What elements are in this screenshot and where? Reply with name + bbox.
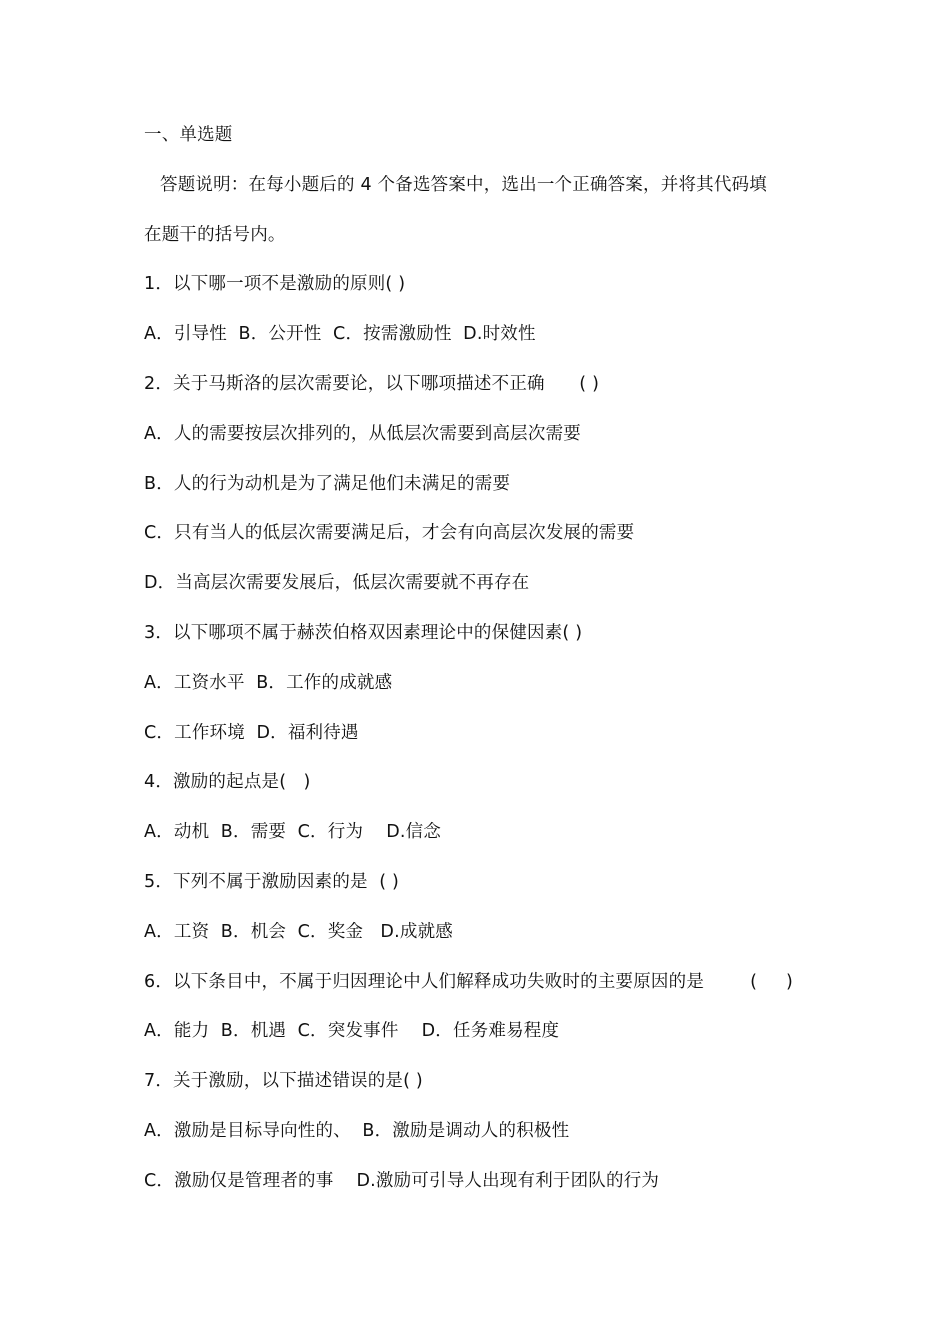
question-2-option-c: C．只有当人的低层次需要满足后，才会有向高层次发展的需要 xyxy=(144,523,635,544)
question-5: 5．下列不属于激励因素的是 ( ) xyxy=(144,871,400,892)
question-2-option-a: A．人的需要按层次排列的，从低层次需要到高层次需要 xyxy=(144,423,581,444)
question-2-option-d: D．当高层次需要发展后，低层次需要就不再存在 xyxy=(144,573,530,594)
question-4-options: A．动机 B．需要 C．行为 D.信念 xyxy=(144,822,442,843)
question-2-option-b: B．人的行为动机是为了满足他们未满足的需要 xyxy=(144,473,511,494)
section-title: 一、单选题 xyxy=(144,125,233,145)
question-7-options-cd: C．激励仅是管理者的事 D.激励可引导人出现有利于团队的行为 xyxy=(144,1170,660,1191)
question-5-options: A．工资 B．机会 C．奖金 D.成就感 xyxy=(144,921,453,942)
question-1: 1．以下哪一项不是激励的原则( ) xyxy=(144,274,406,295)
question-3-options-cd: C．工作环境 D．福利待遇 xyxy=(144,722,359,743)
question-2: 2．关于马斯洛的层次需要论，以下哪项描述不正确 ( ) xyxy=(144,373,600,394)
question-1-options: A．引导性 B．公开性 C．按需激励性 D.时效性 xyxy=(144,324,536,345)
question-4: 4．激励的起点是( ) xyxy=(144,772,311,793)
question-6-options: A．能力 B．机遇 C．突发事件 D．任务难易程度 xyxy=(144,1021,560,1042)
question-3-options-ab: A．工资水平 B．工作的成就感 xyxy=(144,672,393,693)
document-content xyxy=(144,122,824,1218)
question-3: 3．以下哪项不属于赫茨伯格双因素理论中的保健因素( ) xyxy=(144,622,583,643)
instruction-line-1: 答题说明：在每小题后的 4 个备选答案中，选出一个正确答案，并将其代码填 xyxy=(160,174,767,195)
question-6: 6．以下条目中，不属于归因理论中人们解释成功失败时的主要原因的是 ( ) xyxy=(144,971,794,992)
instruction-line-2: 在题干的括号内。 xyxy=(144,224,286,245)
question-7: 7．关于激励，以下描述错误的是( ) xyxy=(144,1071,423,1092)
question-7-options-ab: A．激励是目标导向性的、 B．激励是调动人的积极性 xyxy=(144,1120,570,1141)
